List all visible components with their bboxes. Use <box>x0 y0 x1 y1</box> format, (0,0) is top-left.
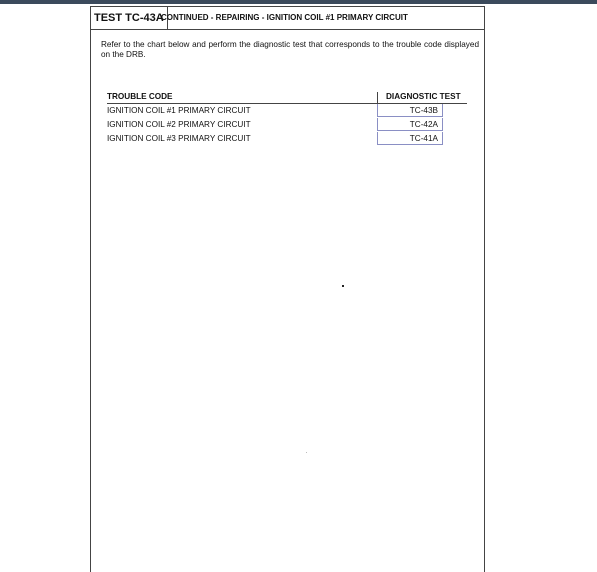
chart-row <box>107 118 467 132</box>
chart-row <box>107 132 467 146</box>
instruction-text: Refer to the chart below and perform the diagnostic test that corresponds to the trouble code displayed on the DRB. <box>101 40 479 59</box>
scan-artifact-speck <box>306 452 307 453</box>
test-id-label: TEST TC-43A <box>91 7 168 29</box>
top-border-bar <box>0 0 597 4</box>
test-title: CONTINUED - REPAIRING - IGNITION COIL #1 PRIMARY CIRCUIT <box>161 13 408 22</box>
trouble-code-cell: IGNITION COIL #3 PRIMARY CIRCUIT <box>107 134 251 143</box>
trouble-code-cell: IGNITION COIL #2 PRIMARY CIRCUIT <box>107 120 251 129</box>
trouble-code-cell: IGNITION COIL #1 PRIMARY CIRCUIT <box>107 106 251 115</box>
diagnostic-test-link[interactable]: TC-43B <box>377 104 443 117</box>
column-header-diagnostic-test: DIAGNOSTIC TEST <box>377 92 467 103</box>
manual-page <box>90 6 485 572</box>
test-header <box>91 7 484 30</box>
chart-header-row <box>107 90 467 104</box>
chart-row <box>107 104 467 118</box>
column-header-trouble-code: TROUBLE CODE <box>107 92 173 101</box>
diagnostic-test-link[interactable]: TC-41A <box>377 132 443 145</box>
trouble-code-chart <box>107 90 467 146</box>
scan-artifact-dot <box>342 285 344 287</box>
diagnostic-test-link[interactable]: TC-42A <box>377 118 443 131</box>
